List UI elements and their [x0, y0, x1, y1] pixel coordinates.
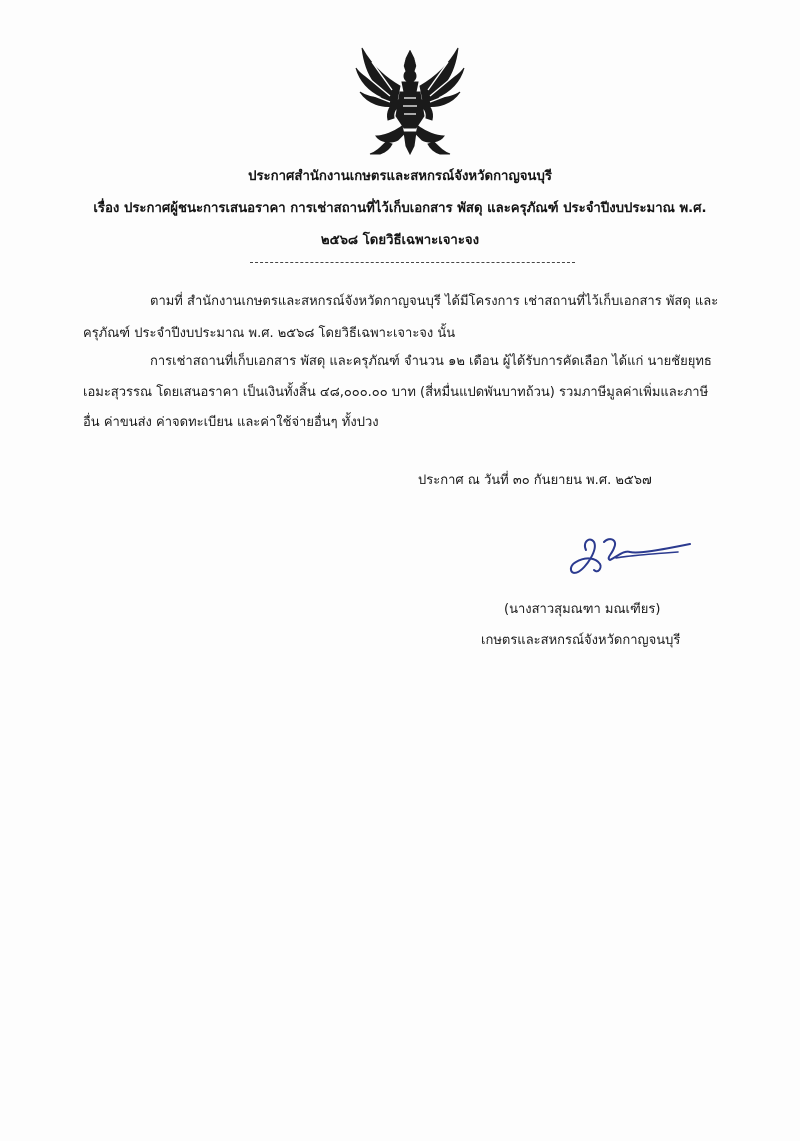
handwritten-signature [560, 528, 700, 588]
announcement-date: ประกาศ ณ วันที่ ๓๐ กันยายน พ.ศ. ๒๕๖๗ [418, 473, 652, 488]
paragraph-2-line-1: การเช่าสถานที่เก็บเอกสาร พัสดุ และครุภัณฑ์ จำนวน ๑๒ เดือน ผู้ได้รับการคัดเลือก ได้แก่ นายชัยยุทธ [150, 354, 712, 369]
signer-name: (นางสาวสุมณฑา มณเฑียร) [504, 602, 661, 617]
subject-line: เรื่อง ประกาศผู้ชนะการเสนอราคา การเช่าสถานที่ไว้เก็บเอกสาร พัสดุ และครุภัณฑ์ ประจำปีงบประมาณ พ.ศ. [93, 201, 707, 216]
paragraph-2-line-2: เอมะสุวรรณ โดยเสนอราคา เป็นเงินทั้งสิ้น ๔๘,๐๐๐.๐๐ บาท (สี่หมื่นแปดพันบาทถ้วน) รวมภาษีมูลค่าเพิ่มและภาษี [83, 385, 709, 400]
signer-title: เกษตรและสหกรณ์จังหวัดกาญจนบุรี [481, 633, 681, 648]
subject-line-continued: ๒๕๖๘ โดยวิธีเฉพาะเจาะจง [320, 233, 480, 248]
heading-divider [250, 262, 575, 263]
paragraph-1-line-2: ครุภัณฑ์ ประจำปีงบประมาณ พ.ศ. ๒๕๖๘ โดยวิธีเฉพาะเจาะจง นั้น [83, 326, 456, 341]
paragraph-1-line-1: ตามที่ สำนักงานเกษตรและสหกรณ์จังหวัดกาญจนบุรี ได้มีโครงการ เช่าสถานที่ไว้เก็บเอกสาร พัสดุ และ [150, 294, 719, 309]
announcement-heading: ประกาศสำนักงานเกษตรและสหกรณ์จังหวัดกาญจนบุรี [248, 169, 552, 184]
paragraph-2-line-3: อื่น ค่าขนส่ง ค่าจดทะเบียน และค่าใช้จ่ายอื่นๆ ทั้งปวง [83, 415, 379, 430]
garuda-emblem-icon [350, 42, 470, 162]
